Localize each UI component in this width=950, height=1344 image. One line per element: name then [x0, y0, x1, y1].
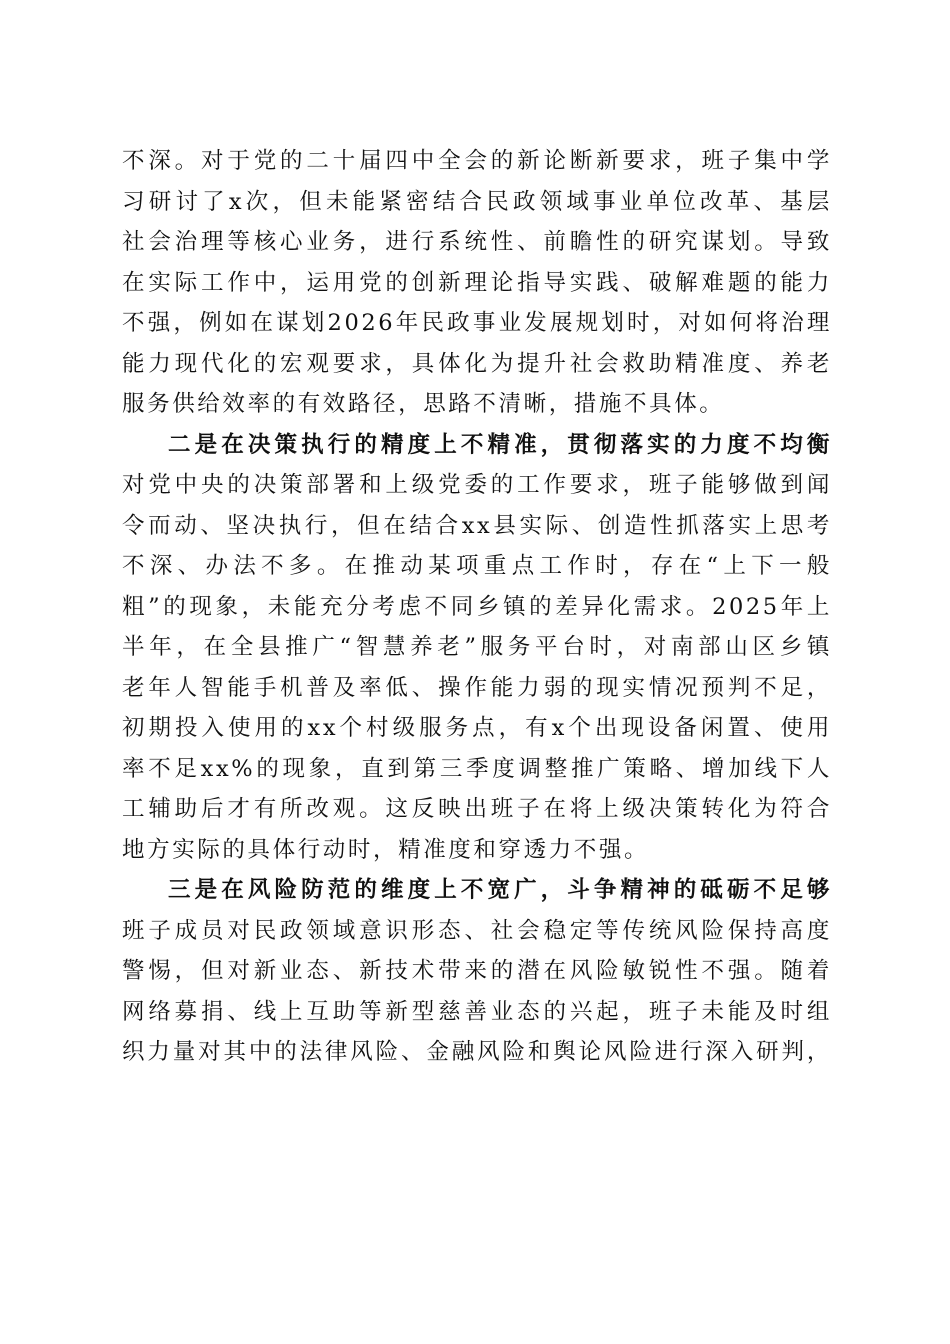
section-heading: 三是在风险防范的维度上不宽广，斗争精神的砥砺不足够 [168, 877, 832, 903]
text-line: 织力量对其中的法律风险、金融风险和舆论风险进行深入研判， [122, 1039, 832, 1065]
text-line: 班子成员对民政领域意识形态、社会稳定等传统风险保持高度 [122, 917, 832, 944]
text-line: 服务供给效率的有效路径，思路不清晰，措施不具体。 [122, 391, 725, 417]
document-body [122, 141, 832, 1073]
text-line: 习研讨了x次，但未能紧密结合民政领域事业单位改革、基层 [122, 188, 832, 215]
text-line: 半年，在全县推广“智慧养老”服务平台时，对南部山区乡镇 [122, 634, 832, 660]
text-line: 社会治理等核心业务，进行系统性、前瞻性的研究谋划。导致 [122, 229, 832, 255]
section-heading: 二是在决策执行的精度上不精准，贯彻落实的力度不均衡 [168, 431, 832, 458]
text-line: 地方实际的具体行动时，精准度和穿透力不强。 [122, 836, 650, 863]
text-line: 网络募捐、线上互助等新型慈善业态的兴起，班子未能及时组 [122, 998, 832, 1025]
text-line: 不深。对于党的二十届四中全会的新论断新要求，班子集中学 [122, 148, 832, 174]
text-line: 不强，例如在谋划2026年民政事业发展规划时，对如何将治理 [122, 310, 832, 336]
text-line: 粗”的现象，未能充分考虑不同乡镇的差异化需求。2025年上 [122, 593, 832, 620]
text-line: 警惕，但对新业态、新技术带来的潜在风险敏锐性不强。随着 [122, 958, 832, 984]
text-line: 在实际工作中，运用党的创新理论指导实践、破解难题的能力 [122, 269, 832, 296]
text-line: 对党中央的决策部署和上级党委的工作要求，班子能够做到闻 [122, 472, 832, 498]
text-line: 工辅助后才有所改观。这反映出班子在将上级决策转化为符合 [122, 796, 832, 822]
text-line: 老年人智能手机普及率低、操作能力弱的现实情况预判不足， [122, 674, 832, 701]
text-line: 初期投入使用的xx个村级服务点，有x个出现设备闲置、使用 [122, 715, 832, 741]
text-line: 能力现代化的宏观要求，具体化为提升社会救助精准度、养老 [122, 350, 832, 377]
text-line: 率不足xx%的现象，直到第三季度调整推广策略、增加线下人 [122, 755, 832, 782]
text-line: 令而动、坚决执行，但在结合xx县实际、创造性抓落实上思考 [122, 512, 832, 539]
text-line: 不深、办法不多。在推动某项重点工作时，存在“上下一般 [122, 553, 832, 579]
